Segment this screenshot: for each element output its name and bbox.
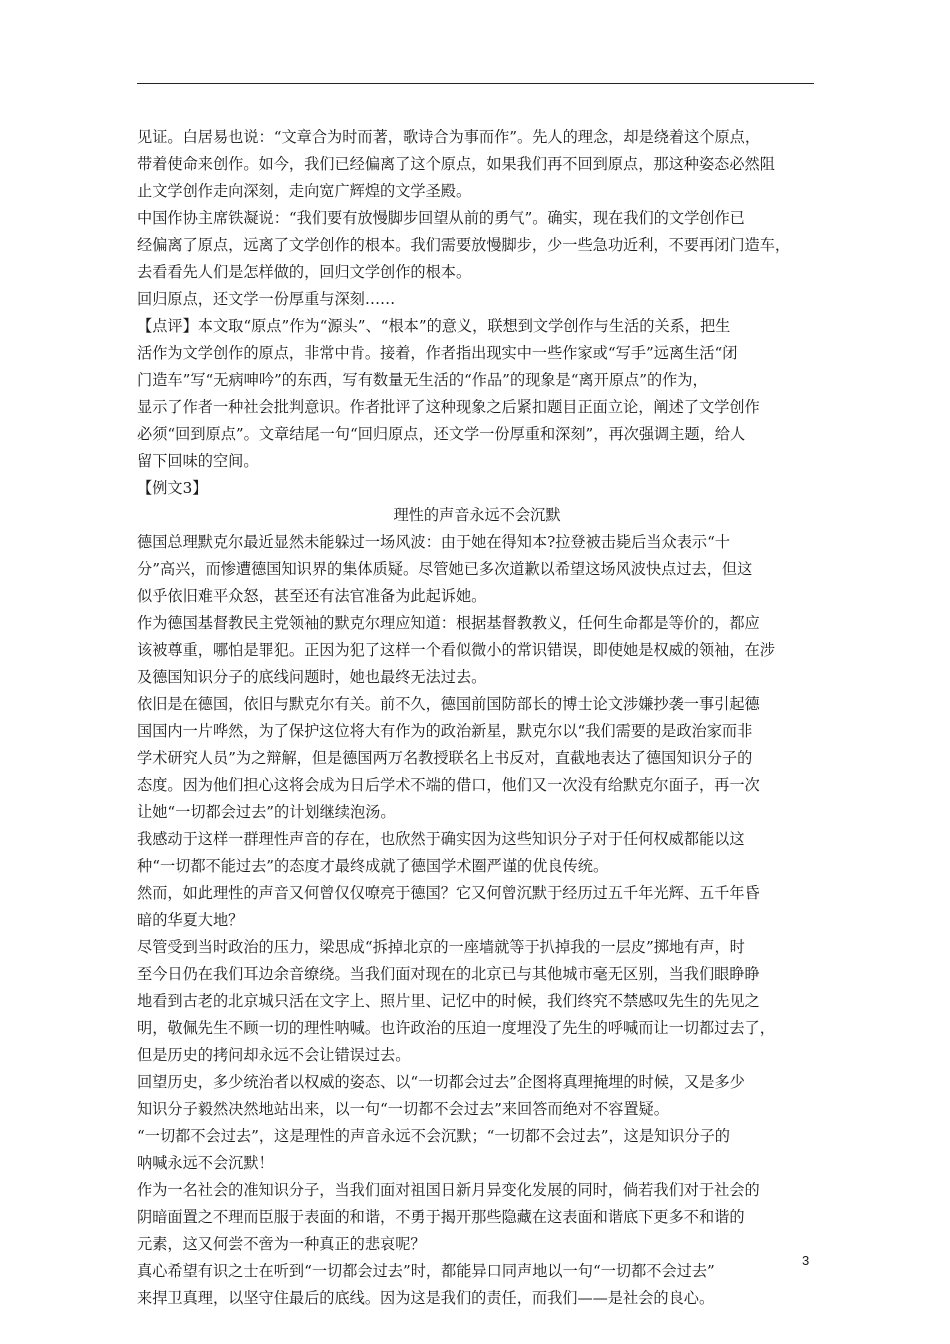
text-line: 让她“一切都会过去”的计划继续泡汤。 bbox=[137, 803, 396, 821]
text-line: 去看看先人们是怎样做的，回归文学创作的根本。 bbox=[137, 263, 472, 281]
text-line: 似乎依旧难平众怒，甚至还有法官准备为此起诉她。 bbox=[137, 587, 487, 605]
text-line: 回归原点，还文学一份厚重与深刻…… bbox=[137, 290, 396, 308]
text-line: 带着使命来创作。如今，我们已经偏离了这个原点，如果我们再不回到原点，那这种姿态必然阻 bbox=[137, 155, 775, 173]
commentary-line: 必须“回到原点”。文章结尾一句“回归原点，还文学一份厚重和深刻”，再次强调主题，给人 bbox=[137, 425, 746, 443]
text-line: 回望历史，多少统治者以权威的姿态、以“一切都会过去”企图将真理掩埋的时候，又是多少 bbox=[137, 1073, 745, 1091]
essay-title: 理性的声音永远不会沉默 bbox=[393, 506, 561, 524]
header-rule bbox=[137, 83, 814, 84]
text-line: 呐喊永远不会沉默！ bbox=[137, 1154, 274, 1172]
text-line: “一切都不会过去”，这是理性的声音永远不会沉默；“一切都不会过去”，这是知识分子的 bbox=[137, 1127, 730, 1145]
commentary-line: 【点评】本文取“原点”作为“源头”、“根本”的意义，联想到文学创作与生活的关系，把生 bbox=[137, 317, 731, 335]
text-line: 真心希望有识之士在听到“一切都会过去”时，都能异口同声地以一句“一切都不会过去” bbox=[137, 1262, 715, 1280]
text-line: 中国作协主席铁凝说：“我们要有放慢脚步回望从前的勇气”。确实，现在我们的文学创作已 bbox=[137, 209, 745, 227]
text-line: 依旧是在德国，依旧与默克尔有关。前不久，德国前国防部长的博士论文涉嫌抄袭一事引起德 bbox=[137, 695, 760, 713]
text-line: 元素，这又何尝不啻为一种真正的悲哀呢？ bbox=[137, 1235, 426, 1253]
commentary-line: 显示了作者一种社会批判意识。作者批评了这种现象之后紧扣题目正面立论，阐述了文学创作 bbox=[137, 398, 760, 416]
commentary-line: 活作为文学创作的原点，非常中肯。接着，作者指出现实中一些作家或“写手”远离生活“闭 bbox=[137, 344, 738, 362]
body-text bbox=[137, 124, 817, 1312]
text-line: 暗的华夏大地？ bbox=[137, 911, 244, 929]
text-line: 来捍卫真理，以坚守住最后的底线。因为这是我们的责任，而我们——是社会的良心。 bbox=[137, 1289, 715, 1307]
text-line: 我感动于这样一群理性声音的存在，也欣然于确实因为这些知识分子对于任何权威都能以这 bbox=[137, 830, 745, 848]
text-line: 分”高兴，而惨遭德国知识界的集体质疑。尽管她已多次道歉以希望这场风波快点过去，但这 bbox=[137, 560, 753, 578]
text-line: 及德国知识分子的底线问题时，她也最终无法过去。 bbox=[137, 668, 487, 686]
text-line: 但是历史的拷问却永远不会让错误过去。 bbox=[137, 1046, 411, 1064]
text-line: 止文学创作走向深刻，走向宽广辉煌的文学圣殿。 bbox=[137, 182, 472, 200]
text-line: 国国内一片哗然，为了保护这位将大有作为的政治新星，默克尔以“我们需要的是政治家而非 bbox=[137, 722, 753, 740]
text-line: 作为一名社会的准知识分子，当我们面对祖国日新月异变化发展的同时，倘若我们对于社会的 bbox=[137, 1181, 760, 1199]
text-line: 地看到古老的北京城只活在文字上、照片里、记忆中的时候，我们终究不禁感叹先生的先见之 bbox=[137, 992, 760, 1010]
text-line: 明，敬佩先生不顾一切的理性呐喊。也许政治的压迫一度埋没了先生的呼喊而让一切都过去了， bbox=[137, 1019, 775, 1037]
text-line: 见证。白居易也说：“文章合为时而著，歌诗合为事而作”。先人的理念，却是绕着这个原点， bbox=[137, 128, 761, 146]
commentary-line: 门造车”写“无病呻吟”的东西，写有数量无生活的“作品”的现象是“离开原点”的作为， bbox=[137, 371, 708, 389]
text-line: 作为德国基督教民主党领袖的默克尔理应知道：根据基督教教义，任何生命都是等价的，都应 bbox=[137, 614, 760, 632]
text-line: 德国总理默克尔最近显然未能躲过一场风波：由于她在得知本?拉登被击毙后当众表示“十 bbox=[137, 533, 731, 551]
text-line: 该被尊重，哪怕是罪犯。正因为犯了这样一个看似微小的常识错误，即使她是权威的领袖，在涉 bbox=[137, 641, 775, 659]
text-line: 学术研究人员”为之辩解，但是德国两万名教授联名上书反对，直截地表达了德国知识分子的 bbox=[137, 749, 753, 767]
text-line: 然而，如此理性的声音又何曾仅仅嘹亮于德国？它又何曾沉默于经历过五千年光辉、五千年昏 bbox=[137, 884, 760, 902]
text-line: 种“一切都不能过去”的态度才最终成就了德国学术圈严谨的优良传统。 bbox=[137, 857, 609, 875]
text-line: 经偏离了原点，远离了文学创作的根本。我们需要放慢脚步，少一些急功近利，不要再闭门造车， bbox=[137, 236, 791, 254]
text-line: 尽管受到当时政治的压力，梁思成“拆掉北京的一座墙就等于扒掉我的一层皮”掷地有声，时 bbox=[137, 938, 745, 956]
example-heading: 【例文3】 bbox=[137, 479, 208, 497]
text-line: 阴暗面置之不理而臣服于表面的和谐，不勇于揭开那些隐藏在这表面和谐底下更多不和谐的 bbox=[137, 1208, 745, 1226]
text-line: 态度。因为他们担心这将会成为日后学术不端的借口，他们又一次没有给默克尔面子，再一次 bbox=[137, 776, 760, 794]
text-line: 至今日仍在我们耳边余音缭绕。当我们面对现在的北京已与其他城市毫无区别，当我们眼睁睁 bbox=[137, 965, 760, 983]
commentary-line: 留下回味的空间。 bbox=[137, 452, 259, 470]
text-line: 知识分子毅然决然地站出来，以一句“一切都不会过去”来回答而绝对不容置疑。 bbox=[137, 1100, 669, 1118]
page-number: 3 bbox=[802, 1253, 810, 1268]
